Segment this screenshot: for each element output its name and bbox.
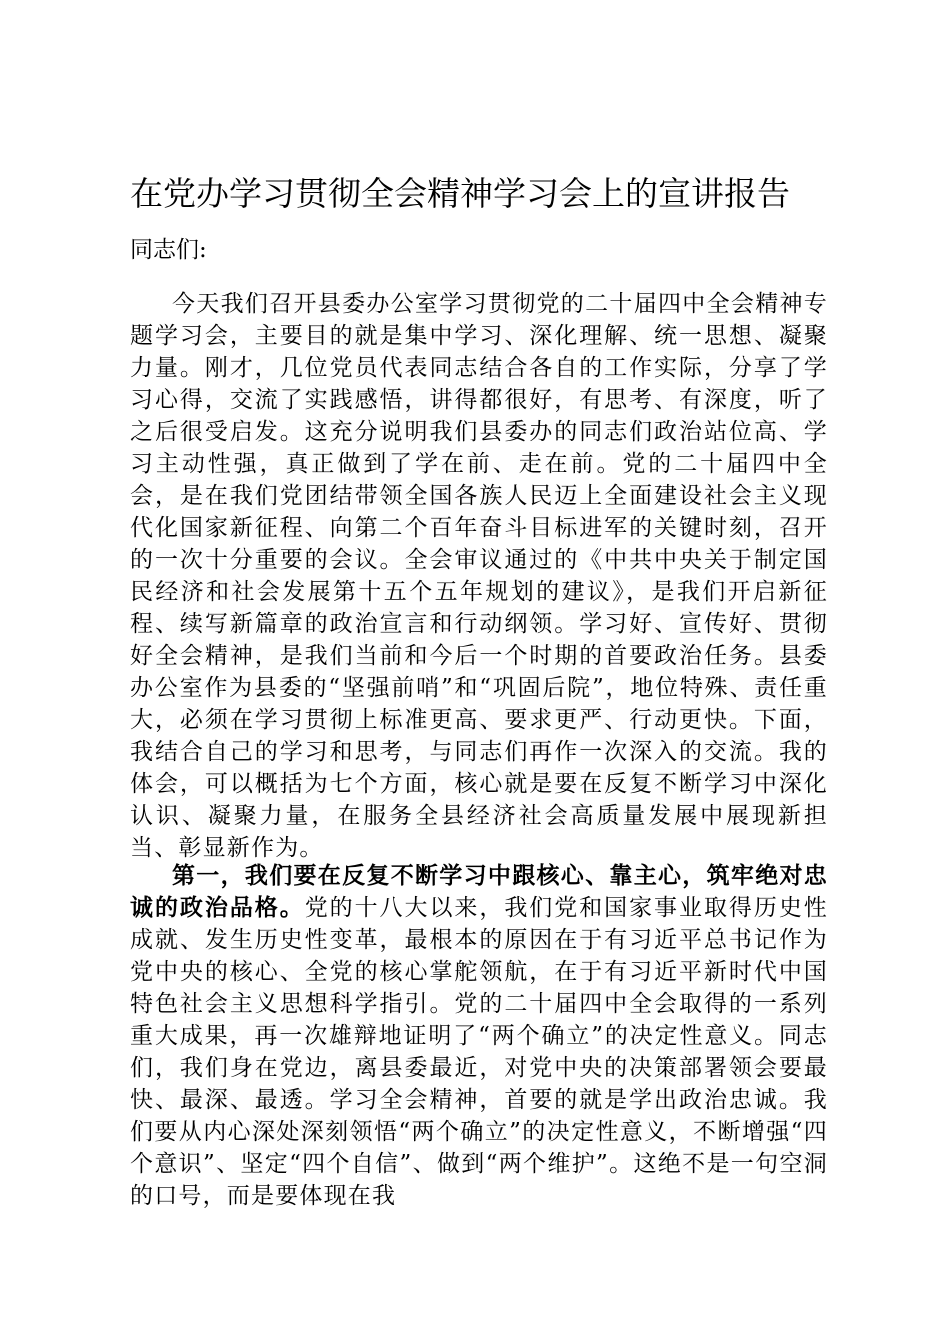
paragraph-first-point-lead: 第一，我们要在反复不断学习中跟核心、靠主心，筑牢绝对忠诚的政治品格。	[130, 862, 828, 921]
paragraph-first-point	[130, 860, 828, 1212]
salutation: 同志们:	[130, 237, 207, 263]
document-title: 在党办学习贯彻全会精神学习会上的宣讲报告	[130, 174, 790, 213]
paragraph-first-point-body: 党的十八大以来，我们党和国家事业取得历史性成就、发生历史性变革，最根本的原因在于有习近平总书记作为党中央的核心、全党的核心掌舵领航，在于有习近平新时代中国特色社会主义思想科学指引。党的二十届四中全会取得的一系列重大成果，再一次雄辩地证明了“两个确立”的决定性意义。同志们，我们身在党边，离县委最近，对党中央的决策部署领会要最快、最深、最透。学习全会精神，首要的就是学出政治忠诚。我们要从内心深处深刻领悟“两个确立”的决定性意义，不断增强“四个意识”、坚定“四个自信”、做到“两个维护”。这绝不是一句空洞的口号，而是要体现在我	[130, 895, 828, 1209]
paragraph-intro: 今天我们召开县委办公室学习贯彻党的二十届四中全会精神专题学习会，主要目的就是集中学习、深化理解、统一思想、凝聚力量。刚才，几位党员代表同志结合各自的工作实际，分享了学习心得，交流了实践感悟，讲得都很好，有思考、有深度，听了之后很受启发。这充分说明我们县委办的同志们政治站位高、学习主动性强，真正做到了学在前、走在前。党的二十届四中全会，是在我们党团结带领全国各族人民迈上全面建设社会主义现代化国家新征程、向第二个百年奋斗目标进军的关键时刻，召开的一次十分重要的会议。全会审议通过的《中共中央关于制定国民经济和社会发展第十五个五年规划的建议》，是我们开启新征程、续写新篇章的政治宣言和行动纲领。学习好、宣传好、贯彻好全会精神，是我们当前和今后一个时期的首要政治任务。县委办公室作为县委的“坚强前哨”和“巩固后院”，地位特殊、责任重大，必须在学习贯彻上标准更高、要求更严、行动更快。下面，我结合自己的学习和思考，与同志们再作一次深入的交流。我的体会，可以概括为七个方面，核心就是要在反复不断学习中深化认识、凝聚力量，在服务全县经济社会高质量发展中展现新担当、彰显新作为。	[130, 291, 828, 861]
